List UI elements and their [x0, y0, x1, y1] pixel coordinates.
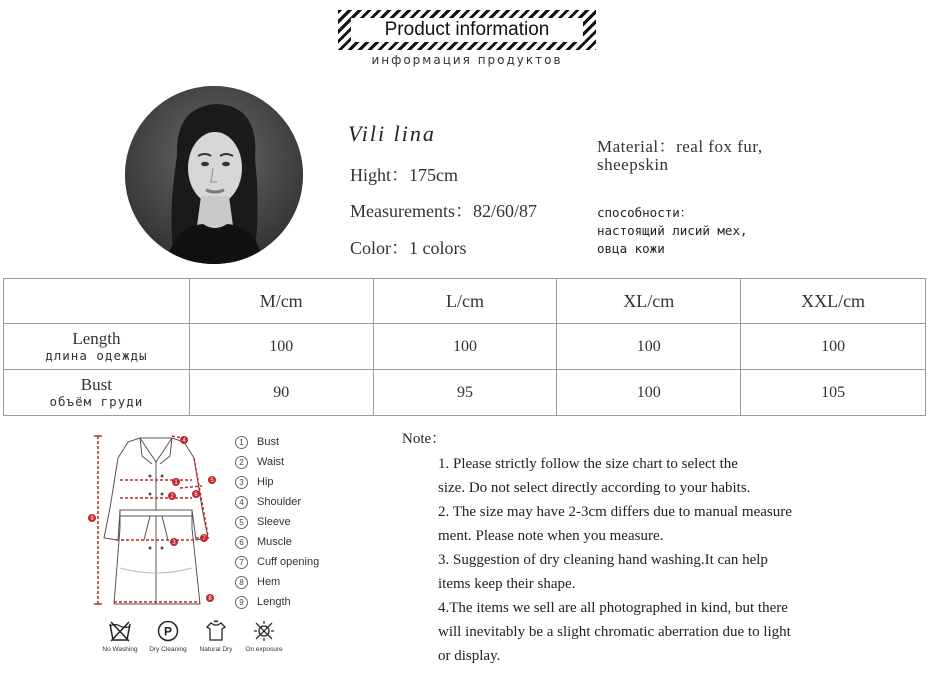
material-en: [597, 138, 827, 174]
care-label: On exposure: [245, 646, 283, 653]
model-portrait-icon: [125, 86, 303, 264]
svg-text:9: 9: [90, 516, 94, 522]
note-line: ment. Please note when you measure.: [438, 528, 664, 544]
legend-item: [235, 592, 319, 612]
model-color: Color：1 colors: [350, 238, 467, 258]
legend-label: Hem: [257, 576, 281, 588]
svg-text:5: 5: [210, 478, 214, 484]
note-line: will inevitably be a slight chromatic aberration due to light: [438, 624, 791, 640]
title-banner: [338, 10, 596, 50]
legend-number: 8: [235, 576, 248, 589]
care-label: Natural Dry: [199, 646, 233, 653]
legend-item: [235, 512, 319, 532]
model-name: Vili lina: [348, 121, 436, 146]
note-title: Note：: [402, 431, 447, 447]
column-header: XXL/cm: [741, 279, 926, 324]
legend-label: Length: [257, 596, 291, 608]
table-row: [4, 324, 926, 370]
legend-item: [235, 532, 319, 552]
table-cell: 95: [373, 370, 557, 416]
column-header: XL/cm: [557, 279, 741, 324]
legend-number: 9: [235, 596, 248, 609]
legend-item: [235, 432, 319, 452]
page-title: Product information: [351, 18, 583, 42]
no-exposure-icon: [252, 620, 276, 642]
model-measurements: Measurements：82/60/87: [350, 201, 537, 221]
table-cell: 100: [557, 370, 741, 416]
material-en-line: sheepskin: [597, 155, 669, 174]
page-subtitle: информация продуктов: [371, 53, 563, 67]
size-table: [3, 278, 926, 416]
note-line: 3. Suggestion of dry cleaning hand washing.It can help: [438, 552, 768, 568]
legend-number: 2: [235, 456, 248, 469]
legend-item: [235, 472, 319, 492]
legend-item: [235, 552, 319, 572]
table-row: [4, 370, 926, 416]
material-ru-line: овца кожи: [597, 241, 665, 256]
legend-number: 1: [235, 436, 248, 449]
care-icon-item: [148, 620, 188, 653]
note-line: 1. Please strictly follow the size chart to select the: [438, 456, 738, 472]
table-cell: 100: [373, 324, 557, 370]
legend-number: 3: [235, 476, 248, 489]
row-label-ru: длина одежды: [45, 347, 148, 363]
care-instructions: [100, 620, 290, 660]
svg-text:7: 7: [202, 536, 206, 542]
note-line: 2. The size may have 2-3cm differs due to manual measure: [438, 504, 792, 520]
svg-text:2: 2: [170, 494, 174, 500]
material-en-line: Material：real fox fur,: [597, 137, 763, 156]
row-label-en: Length: [72, 328, 121, 348]
no-washing-icon: [108, 620, 132, 642]
svg-text:6: 6: [194, 492, 198, 498]
note-line: 4.The items we sell are all photographed in kind, but there: [438, 600, 788, 616]
table-cell: 100: [741, 324, 926, 370]
material-ru-line: настоящий лисий мех,: [597, 223, 748, 238]
measurement-legend: [235, 432, 319, 612]
dry-cleaning-icon: [156, 620, 180, 642]
coat-measurement-diagram: [80, 428, 230, 613]
note-line: size. Do not select directly according to your habits.: [438, 480, 751, 496]
care-label: Dry Cleaning: [149, 646, 187, 653]
svg-text:1: 1: [174, 480, 178, 486]
notes-list: [438, 452, 792, 668]
legend-number: 6: [235, 536, 248, 549]
row-label: [4, 324, 190, 370]
legend-item: [235, 492, 319, 512]
svg-text:8: 8: [208, 596, 212, 602]
legend-item: [235, 572, 319, 592]
care-icon-item: [244, 620, 284, 653]
svg-text:P: P: [163, 624, 173, 639]
legend-label: Muscle: [257, 536, 292, 548]
legend-label: Hip: [257, 476, 274, 488]
column-header: M/cm: [189, 279, 373, 324]
column-header: L/cm: [373, 279, 557, 324]
table-cell: 105: [741, 370, 926, 416]
svg-text:3: 3: [172, 540, 176, 546]
care-icon-item: [100, 620, 140, 653]
legend-number: 4: [235, 496, 248, 509]
legend-number: 7: [235, 556, 248, 569]
model-height: Hight：175cm: [350, 165, 458, 185]
material-ru-line: способности：: [597, 205, 693, 220]
table-corner-cell: [4, 279, 190, 324]
legend-label: Sleeve: [257, 516, 291, 528]
note-line: items keep their shape.: [438, 576, 576, 592]
model-photo: [125, 86, 303, 264]
legend-label: Shoulder: [257, 496, 302, 508]
legend-item: [235, 452, 319, 472]
legend-label: Bust: [257, 436, 280, 448]
legend-label: Cuff opening: [257, 556, 320, 568]
legend-label: Waist: [257, 456, 285, 468]
row-label: [4, 370, 190, 416]
natural-dry-icon: [204, 620, 228, 642]
care-label: No Washing: [102, 646, 138, 653]
table-cell: 100: [189, 324, 373, 370]
row-label-en: Bust: [80, 374, 112, 394]
table-cell: 90: [189, 370, 373, 416]
legend-number: 5: [235, 516, 248, 529]
table-header-row: [4, 279, 926, 324]
row-label-ru: объём груди: [49, 393, 144, 409]
svg-text:4: 4: [182, 438, 186, 444]
note-line: or display.: [438, 648, 501, 664]
care-icon-item: [196, 620, 236, 653]
material-ru: [597, 204, 857, 258]
table-cell: 100: [557, 324, 741, 370]
